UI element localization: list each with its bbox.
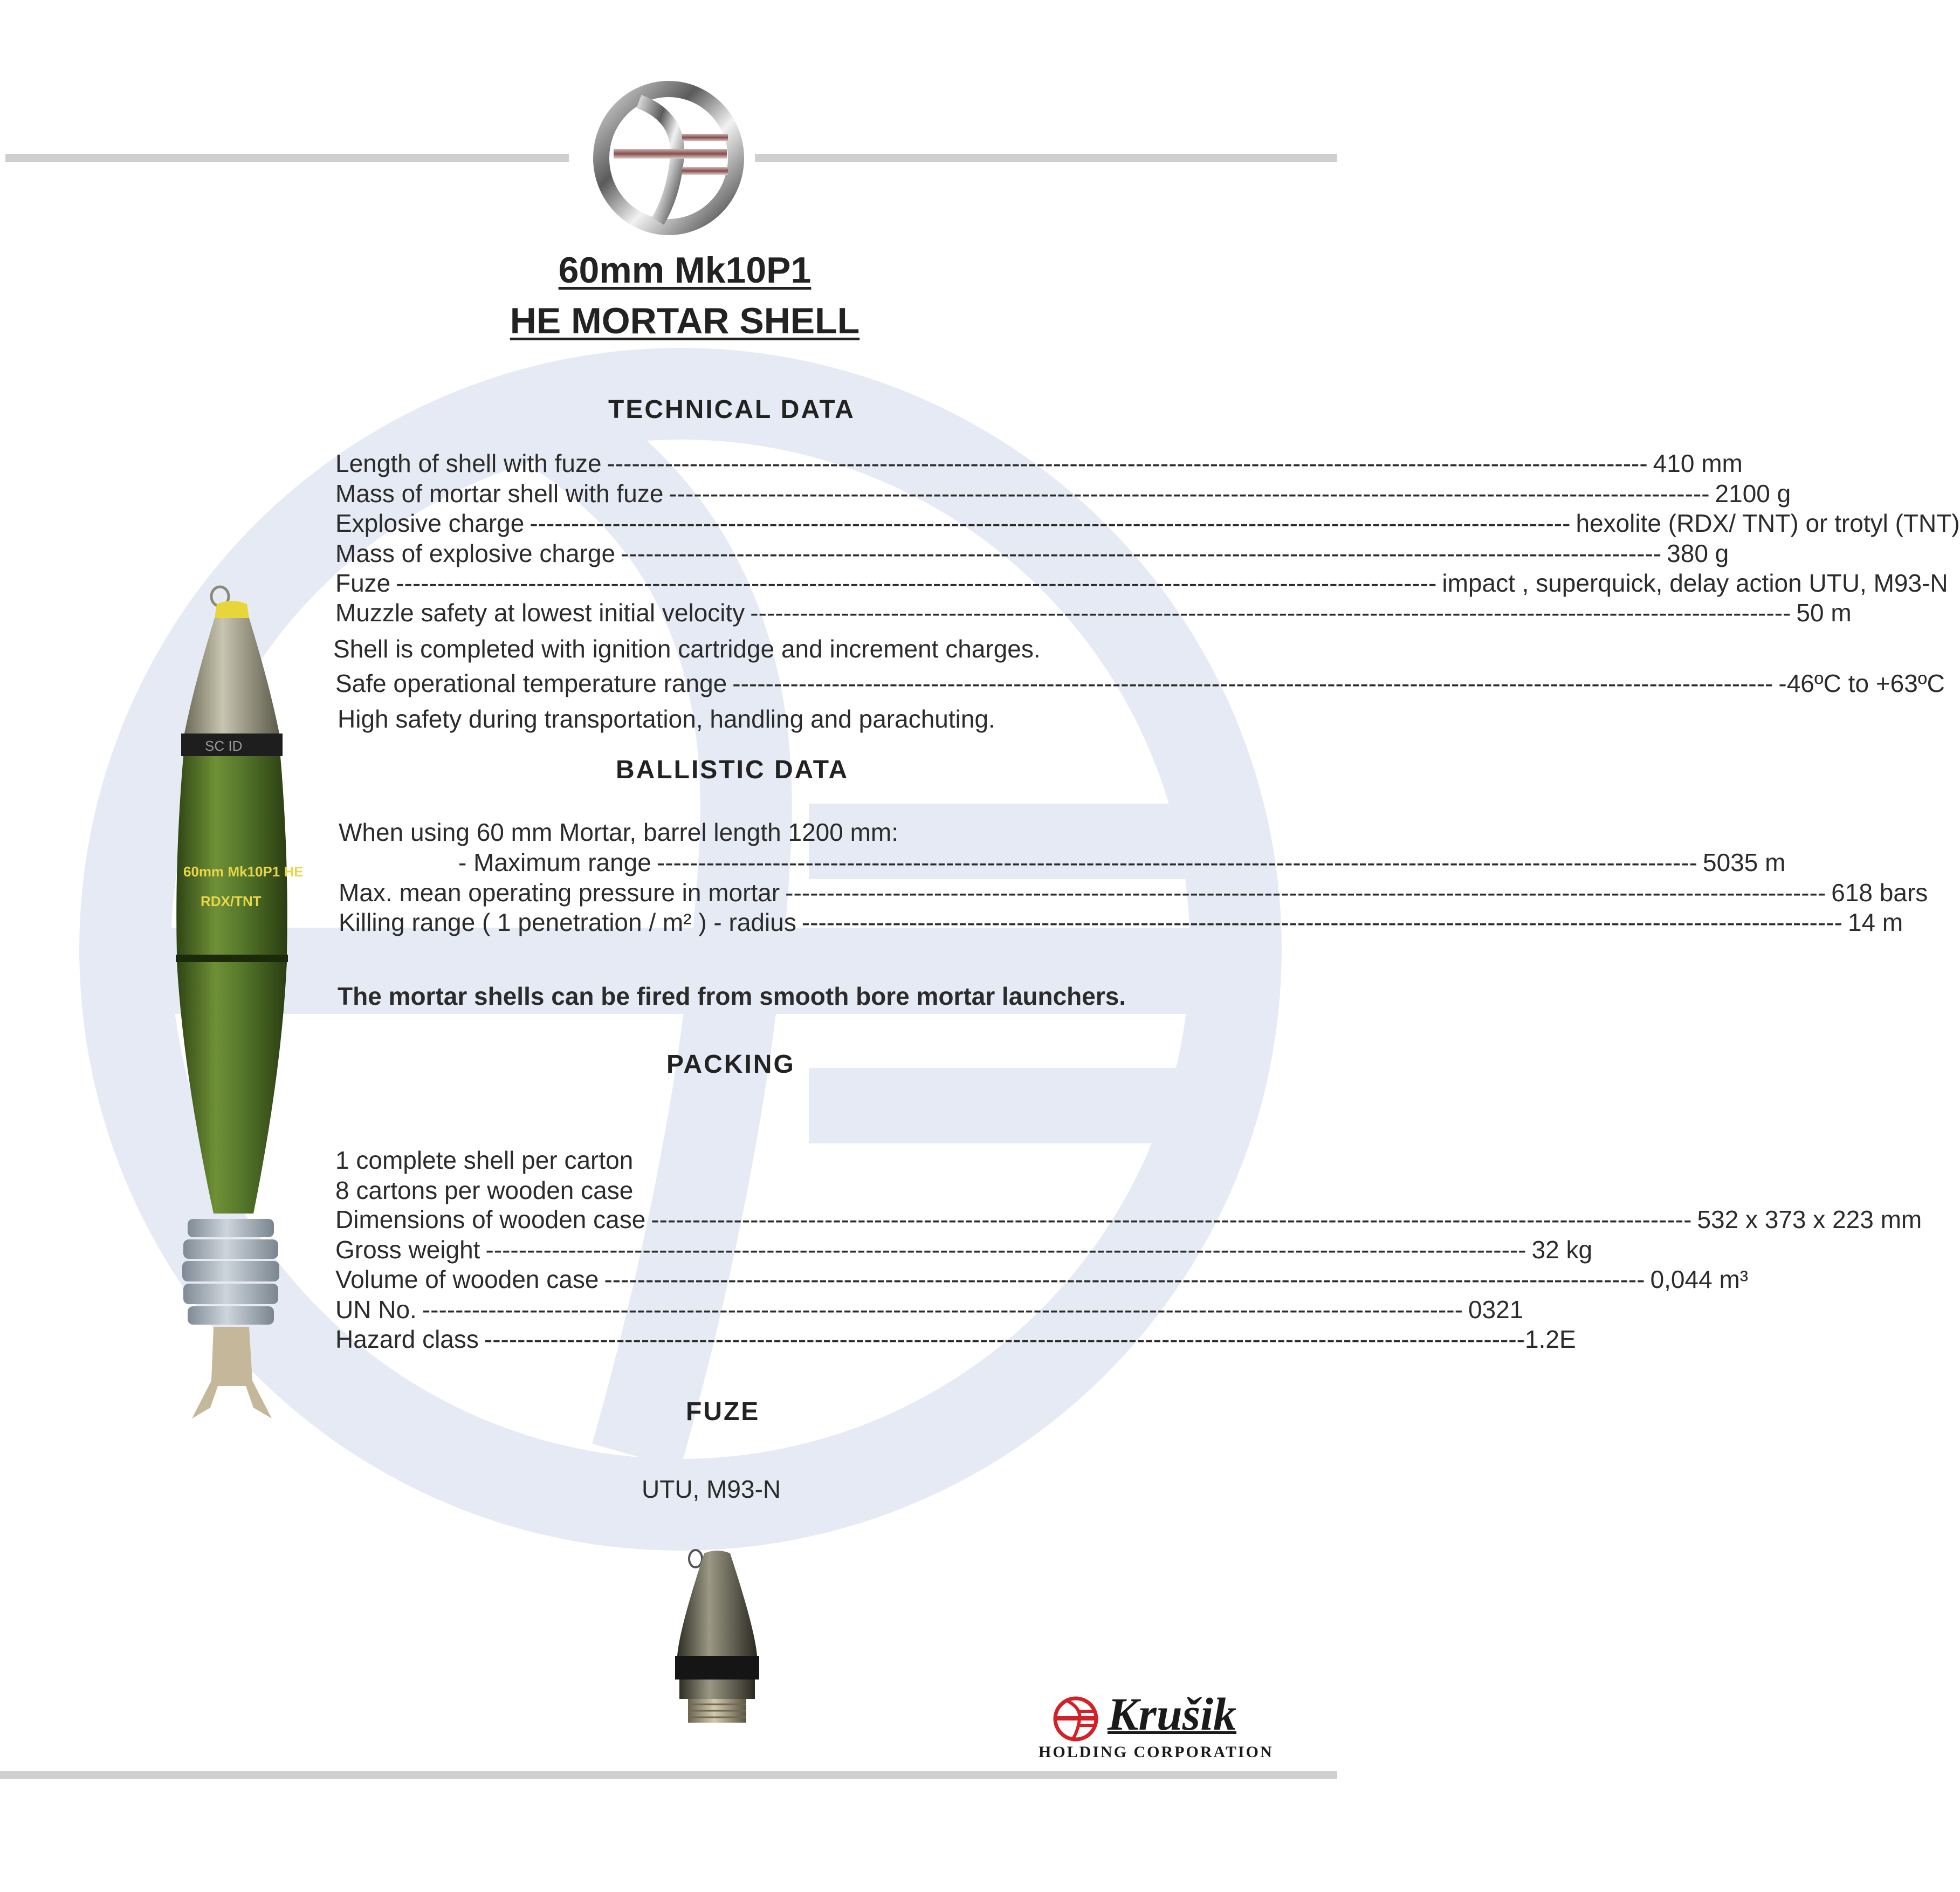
dash-leader: ------------------------------------------------------------------------------------------------------------------------------ xyxy=(750,599,1791,627)
dash-leader: ------------------------------------------------------------------------------------------------------------------------------ xyxy=(604,1265,1645,1293)
row-value: 618 bars xyxy=(1831,879,1928,907)
row-value: 0321 xyxy=(1468,1295,1524,1324)
ballistic-row-killing-range xyxy=(339,908,1903,938)
page-title-line2: HE MORTAR SHELL xyxy=(510,300,860,341)
row-value: 0,044 m³ xyxy=(1650,1265,1749,1293)
row-value: -46ºC to +63ºC xyxy=(1778,669,1945,697)
row-label: - Maximum range xyxy=(458,848,651,876)
dash-leader: ------------------------------------------------------------------------------------------------------------------------------ xyxy=(422,1295,1463,1324)
tech-row-mass xyxy=(335,479,1791,509)
row-label: Volume of wooden case xyxy=(335,1265,599,1293)
fuze-image xyxy=(669,1543,766,1742)
tech-row-fuze xyxy=(335,568,1948,599)
tech-row-muzzle-safety xyxy=(335,598,1852,628)
row-label: Max. mean operating pressure in mortar xyxy=(339,879,780,907)
row-value: impact , superquick, delay action UTU, M93-N xyxy=(1442,569,1948,597)
packing-row-hazard-class xyxy=(335,1325,1576,1355)
shell-band-text: SC ID xyxy=(205,738,243,754)
fuze-text: UTU, M93-N xyxy=(642,1475,781,1503)
packing-row-dimensions xyxy=(335,1205,1922,1235)
bottom-rule xyxy=(0,1771,1337,1779)
dash-leader: ------------------------------------------------------------------------------------------------------------------------------ xyxy=(484,1325,1525,1353)
dash-leader: ------------------------------------------------------------------------------------------------------------------------------ xyxy=(785,879,1826,907)
tech-row-explosive-mass xyxy=(335,539,1729,569)
dash-leader: ------------------------------------------------------------------------------------------------------------------------------ xyxy=(529,509,1571,537)
row-value: 32 kg xyxy=(1531,1236,1593,1264)
top-rule-left xyxy=(5,154,569,162)
packing-row-gross-weight xyxy=(335,1235,1593,1265)
row-label: Explosive charge xyxy=(335,509,525,537)
packing-line1: 1 complete shell per carton xyxy=(335,1146,634,1174)
technical-data-heading: TECHNICAL DATA xyxy=(608,395,855,424)
packing-row-un-number xyxy=(335,1295,1524,1325)
ballistic-intro: When using 60 mm Mortar, barrel length 1200 mm: xyxy=(339,818,899,846)
row-label: UN No. xyxy=(335,1295,417,1324)
tech-row-length xyxy=(335,449,1743,479)
dash-leader: ------------------------------------------------------------------------------------------------------------------------------ xyxy=(485,1236,1526,1264)
krusik-logo-emblem-icon xyxy=(1051,1695,1100,1743)
row-label: Mass of explosive charge xyxy=(335,539,616,567)
row-value: 2100 g xyxy=(1715,479,1791,508)
ballistic-row-max-range xyxy=(458,848,1786,878)
shell-marking-line2: RDX/TNT xyxy=(201,893,262,909)
krusik-subtitle: HOLDING CORPORATION xyxy=(1039,1743,1274,1761)
ballistic-data-heading: BALLISTIC DATA xyxy=(616,756,849,784)
page-title-line1: 60mm Mk10P1 xyxy=(558,250,811,291)
top-rule-right xyxy=(755,154,1337,162)
packing-heading: PACKING xyxy=(666,1050,795,1079)
tech-row-explosive xyxy=(335,509,1960,539)
row-label: Dimensions of wooden case xyxy=(335,1205,646,1233)
row-label: Length of shell with fuze xyxy=(335,449,602,477)
dash-leader: ------------------------------------------------------------------------------------------------------------------------------ xyxy=(732,669,1773,697)
ballistic-note: The mortar shells can be fired from smooth bore mortar launchers. xyxy=(338,982,1126,1010)
tech-note-safety: High safety during transportation, handling and parachuting. xyxy=(338,705,995,733)
row-label: Safe operational temperature range xyxy=(335,669,727,697)
row-value: 14 m xyxy=(1847,908,1903,936)
row-label: Killing range ( 1 penetration / m² ) - radius xyxy=(339,908,796,936)
row-label: Gross weight xyxy=(335,1236,480,1264)
tech-row-temperature xyxy=(335,669,1945,699)
row-value: 5035 m xyxy=(1703,848,1786,876)
dash-leader: ------------------------------------------------------------------------------------------------------------------------------ xyxy=(669,479,1710,508)
dash-leader: ------------------------------------------------------------------------------------------------------------------------------ xyxy=(801,908,1842,936)
row-label: Hazard class xyxy=(335,1325,479,1353)
ballistic-row-pressure xyxy=(339,878,1928,908)
dash-leader: ------------------------------------------------------------------------------------------------------------------------------ xyxy=(621,539,1662,567)
row-value: 50 m xyxy=(1796,599,1852,627)
mortar-shell-image xyxy=(162,577,302,1429)
shell-marking-line1: 60mm Mk10P1 HE xyxy=(183,863,304,880)
tech-note-ignition: Shell is completed with ignition cartridge and increment charges. xyxy=(333,635,1041,663)
row-value: 410 mm xyxy=(1653,449,1743,477)
dash-leader: ------------------------------------------------------------------------------------------------------------------------------ xyxy=(607,449,1648,477)
row-label: Mass of mortar shell with fuze xyxy=(335,479,664,508)
row-label: Muzzle safety at lowest initial velocity xyxy=(335,599,745,627)
row-value: hexolite (RDX/ TNT) or trotyl (TNT) xyxy=(1576,509,1960,537)
company-emblem-icon xyxy=(588,80,749,236)
packing-row-volume xyxy=(335,1265,1749,1295)
row-label: Fuze xyxy=(335,569,391,597)
fuze-heading: FUZE xyxy=(686,1397,760,1426)
dash-leader: ------------------------------------------------------------------------------------------------------------------------------ xyxy=(656,848,1697,876)
row-value: 380 g xyxy=(1667,539,1729,567)
packing-line2: 8 cartons per wooden case xyxy=(335,1176,634,1204)
row-value: 1.2E xyxy=(1525,1325,1576,1353)
krusik-brand-name: Krušik xyxy=(1108,1688,1237,1740)
row-value: 532 x 373 x 223 mm xyxy=(1697,1205,1922,1233)
dash-leader: ------------------------------------------------------------------------------------------------------------------------------ xyxy=(396,569,1437,597)
dash-leader: ------------------------------------------------------------------------------------------------------------------------------ xyxy=(651,1205,1692,1233)
